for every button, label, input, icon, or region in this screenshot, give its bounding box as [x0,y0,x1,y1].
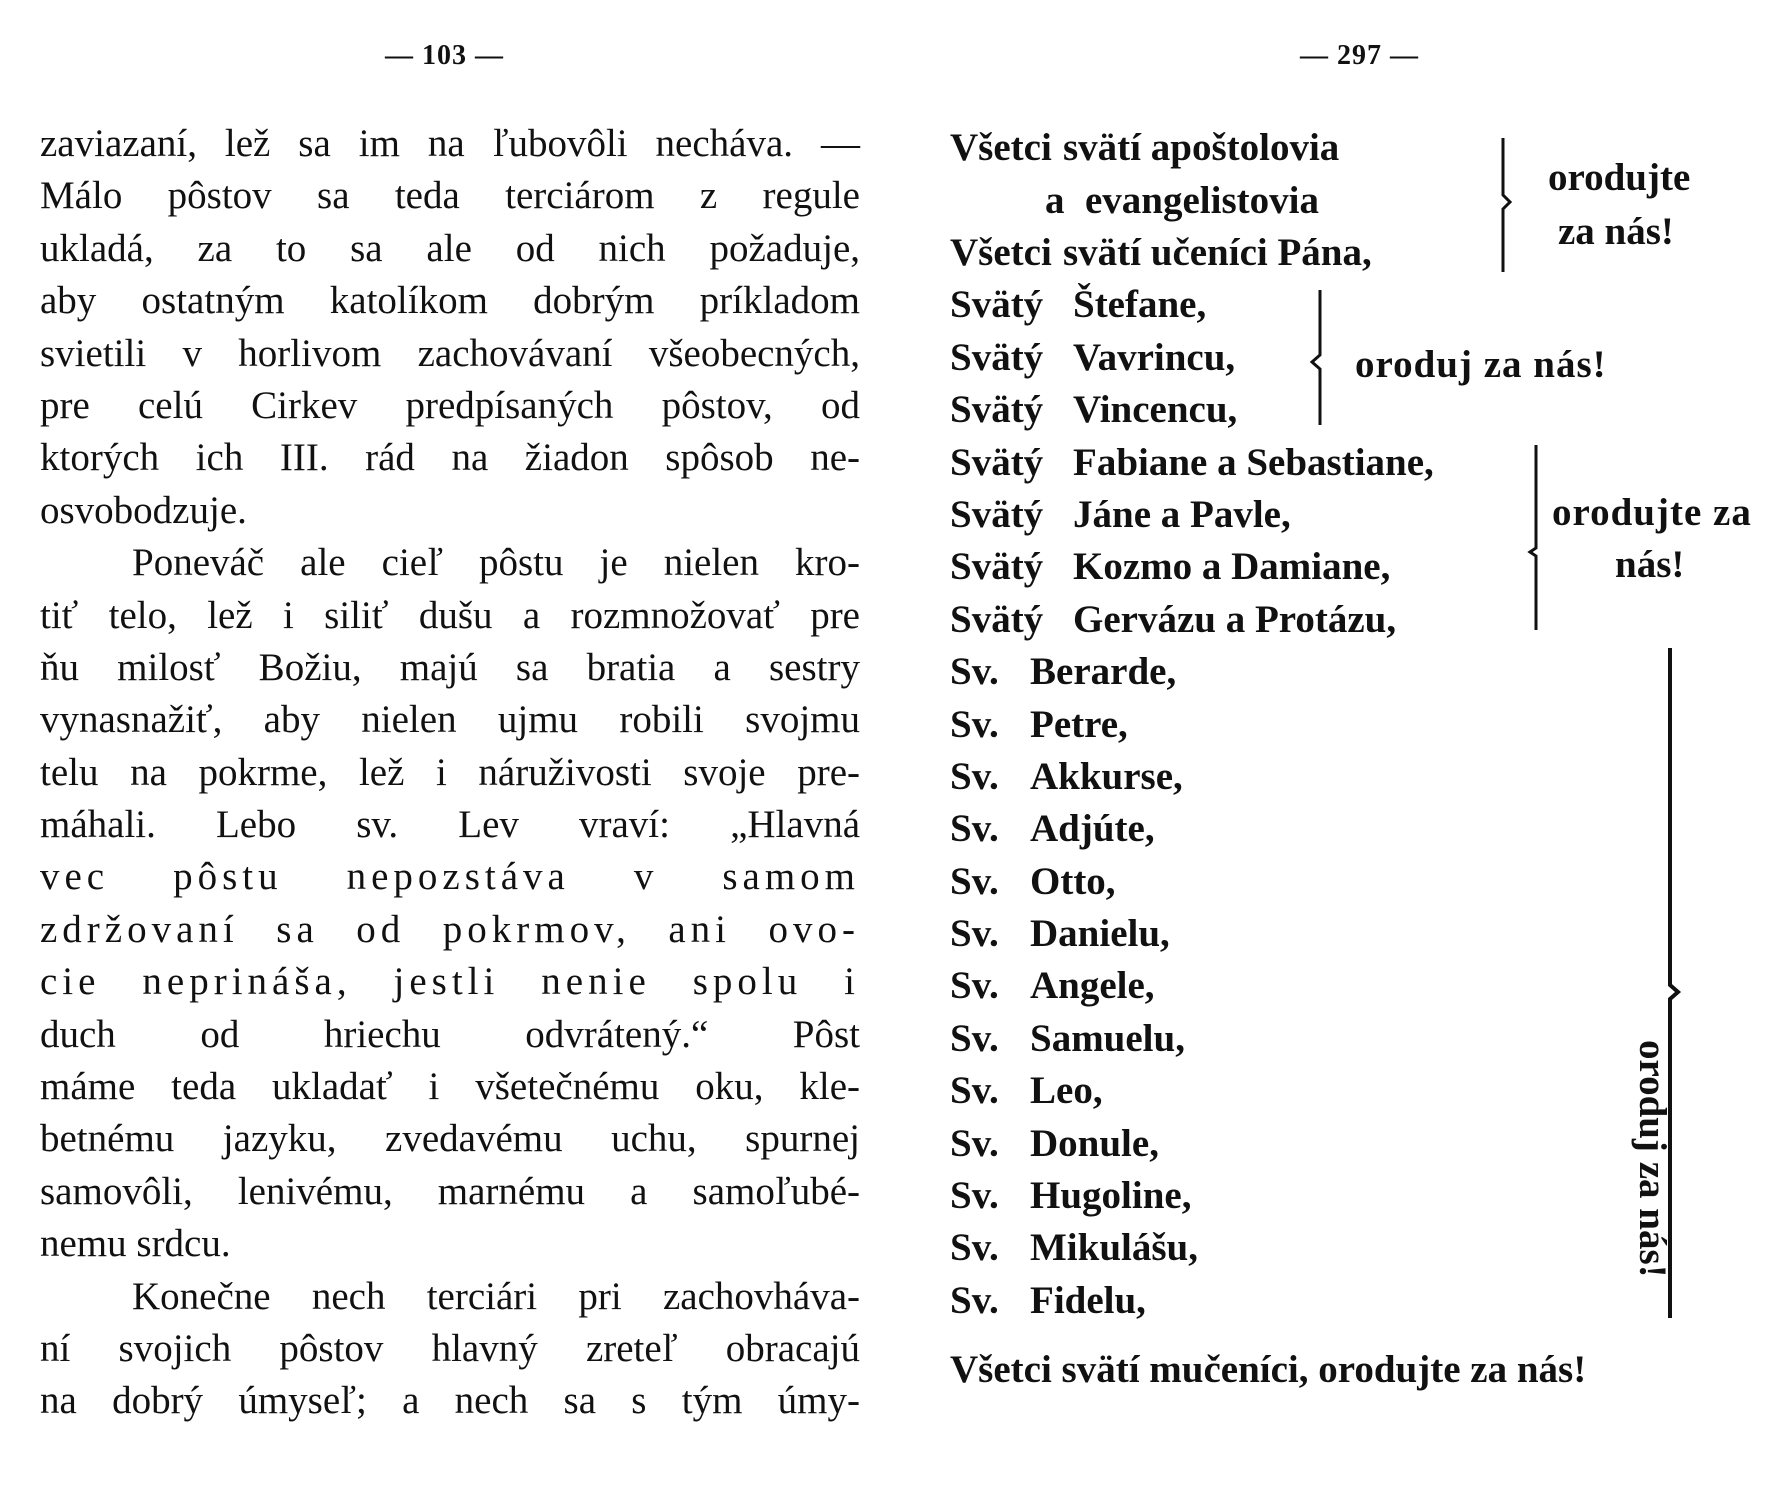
invocation-line: Svätý Vincencu, [950,388,1238,431]
brace-group4 [1670,648,1678,1318]
text-line: osvobodzuje. [40,488,247,532]
text-line: telu na pokrme, lež i náruživosti svoje pre- [40,750,860,794]
invocation-line: Sv. Angele, [950,964,1155,1007]
invocation-line: Sv. Otto, [950,860,1116,903]
text-line-spaced: cie neprináša, jestli nenie spolu i [40,960,860,1004]
response-za-nas: za nás! [1558,210,1674,253]
invocation-line: Sv. Danielu, [950,912,1170,955]
brace-group2 [1312,290,1320,425]
invocation-line: Sv. Adjúte, [950,807,1155,850]
text-line: pre celú Cirkev predpísaných pôstov, od [40,383,860,427]
text-line: Poneváč ale cieľ pôstu je nielen kro- [132,541,860,585]
text-line-spaced: vec pôstu nepozstáva v samom [40,855,860,899]
invocation-line: Všetci svätí apoštolovia [950,126,1340,169]
invocation-line: Sv. Hugoline, [950,1174,1192,1217]
invocation-line: Svätý Jáne a Pavle, [950,493,1291,536]
left-page-number: — 103 — [385,40,504,71]
text-line: ňu milosť Božiu, majú sa bratia a sestry [40,645,860,689]
invocation-line: Sv. Akkurse, [950,755,1183,798]
invocation-line: Svätý Gervázu a Protázu, [950,598,1397,641]
text-line: na dobrý úmyseľ; a nech sa s tým úmy- [40,1379,860,1423]
response-vertical-oroduj-za-nas: oroduj za nás! [1631,1040,1674,1278]
text-line: máhali. Lebo sv. Lev vraví: „Hlavná [40,803,860,847]
text-line-spaced: zdržovaní sa od pokrmov, ani ovo- [40,907,860,951]
invocation-line: Svätý Štefane, [950,283,1207,326]
brace-group1 [1503,138,1510,272]
text-line: Konečne nech terciári pri zachovháva- [132,1274,860,1318]
response-orodujte-za: orodujte za [1552,491,1752,534]
invocation-line: Všetci svätí učeníci Pána, [950,231,1372,274]
text-line: Málo pôstov sa teda terciárom z regule [40,174,860,218]
invocation-line: a evangelistovia [1045,179,1319,222]
text-line: zaviazaní, lež sa im na ľubovôli necháva. — [40,122,860,165]
text-line: máme teda ukladať i všetečnému oku, kle- [40,1065,860,1109]
response-orodujte: orodujte [1548,156,1691,199]
right-page-number: — 297 — [1300,40,1419,71]
invocation-line: Svätý Kozmo a Damiane, [950,545,1391,588]
invocation-line: Svätý Fabiane a Sebastiane, [950,441,1434,484]
text-line: duch od hriechu odvrátený.“ Pôst [40,1012,860,1056]
text-line: ní svojich pôstov hlavný zreteľ obracajú [40,1326,860,1370]
text-line: samovôli, lenivému, marnému a samoľubé- [40,1169,860,1213]
invocation-line: Sv. Petre, [950,703,1128,746]
response-nas: nás! [1615,543,1685,586]
invocation-line: Sv. Berarde, [950,650,1177,693]
response-oroduj-za-nas: oroduj za nás! [1355,343,1607,386]
text-line: ukladá, za to sa ale od nich požaduje, [40,226,860,270]
text-line: ktorých ich III. rád na žiadon spôsob ne- [40,436,860,480]
invocation-line: Svätý Vavrincu, [950,336,1236,379]
text-line: betnému jazyku, zvedavému uchu, spurnej [40,1117,860,1161]
invocation-line: Sv. Fidelu, [950,1279,1146,1322]
closing-line: Všetci svätí mučeníci, orodujte za nás! [950,1348,1587,1391]
text-line: aby ostatným katolíkom dobrým príkladom [40,279,860,323]
brace-group3 [1530,445,1536,630]
text-line: nemu srdcu. [40,1222,231,1266]
text-line: svietili v horlivom zachovávaní všeobecných, [40,331,860,375]
invocation-line: Sv. Donule, [950,1122,1159,1165]
invocation-line: Sv. Leo, [950,1069,1103,1112]
invocation-line: Sv. Samuelu, [950,1017,1185,1060]
invocation-line: Sv. Mikulášu, [950,1226,1198,1269]
text-line: tiť telo, lež i siliť dušu a rozmnožovať pre [40,593,860,637]
text-line: vynasnažiť, aby nielen ujmu robili svojmu [40,698,860,742]
